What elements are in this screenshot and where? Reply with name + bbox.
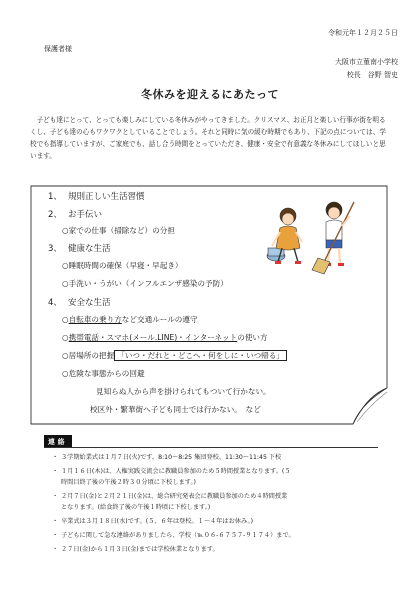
note-text: ２月７日(金)と２月２１日(金)は、総合研究発表会に教職員参加のため４時間授業 xyxy=(61,493,288,500)
note-text: 子どもに関して急な連絡がありましたら、学校（℡０６-６７５７-９１７４）まで。 xyxy=(61,532,295,539)
note-text: １月１６日(木)は、人権実践交流会に教職員参加のため５時間授業となります。(５ xyxy=(61,468,291,475)
note-text-continued: 時間目終了後の午後２時３０分頃に下校します。) xyxy=(61,479,196,486)
list-item-location xyxy=(62,350,287,361)
bicycle-suffix: など交通ルールの遵守 xyxy=(121,315,198,324)
list-item-danger: ○危険な事態からの回避 xyxy=(62,369,145,378)
section-number: 4、 xyxy=(48,298,62,308)
location-boxed: 「いつ・だれと・どこへ・何をしに・いつ帰る」 xyxy=(114,350,287,361)
list-item-phone xyxy=(62,332,268,343)
location-text: ○居場所の把握 xyxy=(62,351,115,360)
bullet: ○ xyxy=(62,333,69,342)
list-item-bicycle xyxy=(62,314,198,325)
section-label: 健康な生活 xyxy=(68,244,111,254)
recipient: 保護者様 xyxy=(44,45,72,53)
note-item: ・ ３学期始業式は１月７日(火)です。8:10～8:25 集団登校、11:30～11:45 下校 xyxy=(52,454,282,461)
section-number: 3、 xyxy=(48,244,62,254)
list-item: ○手洗い・うがい（インフルエンザ感染の予防） xyxy=(62,279,228,288)
bicycle-text: 自転車の乗り方 xyxy=(68,315,122,324)
list-item: ○睡眠時間の確保（早寝・早起き） xyxy=(62,261,183,270)
list-item: ○家での仕事（掃除など）の分担 xyxy=(62,226,175,235)
principal-name: 校長 谷野 智史 xyxy=(346,71,398,79)
page-title: 冬休みを迎えるにあたって xyxy=(141,88,279,101)
note-item: ・ ２７日(金)から１月３日(金)までは学校休業となります。 xyxy=(52,546,219,553)
phone-suffix: の使い方 xyxy=(237,333,268,342)
notes-divider xyxy=(44,447,378,448)
section-2-heading xyxy=(48,208,102,220)
bullet: ○ xyxy=(62,315,69,324)
intro-paragraph: 子ども達にとって、とっても楽しみにしている冬休みがやってきました。クリスマス、お正月と楽しい行事が街を明るくし、子ども達の心もワクワクとしていることでしょう。それと同時に気の緩む時期でもあり、下記の点については、学校でも指導していますが、ご家庭でも、話し合う時間をとっていただき、健康・安全で有意義な冬休みにしてほしいと思います。 xyxy=(30,116,386,160)
note-text-continued: となります。(給食終了後の午後１時頃に下校します。) xyxy=(61,504,211,511)
section-label: 安全な生活 xyxy=(68,298,111,308)
note-item: ・ 卒業式は３月１８日(水)です。(５、６年は登校。１～４年はお休み。) xyxy=(52,518,254,525)
section-number: 1、 xyxy=(48,192,62,202)
kids-cleaning-illustration xyxy=(262,196,366,278)
note-item: ・ １月１６日(木)は、人権実践交流会に教職員参加のため５時間授業となります。(５ 時間目終了後の午後２時３０分頃に下校します。) xyxy=(52,466,382,488)
letter-date: 令和元年１２月２５日 xyxy=(328,29,398,37)
note-text: ２７日(金)から１月３日(金)までは学校休業となります。 xyxy=(61,546,219,553)
note-item: ・ 子どもに関して急な連絡がありましたら、学校（℡０６-６７５７-９１７４）まで。 xyxy=(52,532,295,539)
note-text: ３学期始業式は１月７日(火)です。8:10～8:25 集団登校、11:30～11:45 下校 xyxy=(61,454,282,461)
phone-text: 携帯電話・スマホ(メール.LINE)・インターネット xyxy=(68,333,238,342)
section-3-heading xyxy=(48,242,111,254)
section-4-heading xyxy=(48,296,111,308)
section-label: お手伝い xyxy=(68,210,103,220)
note-item: ・ ２月７日(金)と２月２１日(金)は、総合研究発表会に教職員参加のため４時間授業 となります。(給食終了後の午後１時頃に下校します。) xyxy=(52,491,382,513)
section-label: 規則正しい生活習慣 xyxy=(68,192,145,202)
danger-rule-2: 校区外・繁華街へ子ども同士では行かない。 など xyxy=(90,405,261,414)
section-1-heading xyxy=(48,190,145,202)
note-text: 卒業式は３月１８日(水)です。(５、６年は登校。１～４年はお休み。) xyxy=(61,518,254,525)
section-number: 2、 xyxy=(48,210,62,220)
danger-rule-1: 見知らぬ人から声を掛けられてもついて行かない。 xyxy=(96,387,271,396)
notes-label: 連絡 xyxy=(44,435,72,447)
school-name: 大阪市立菫南小学校 xyxy=(335,58,398,66)
